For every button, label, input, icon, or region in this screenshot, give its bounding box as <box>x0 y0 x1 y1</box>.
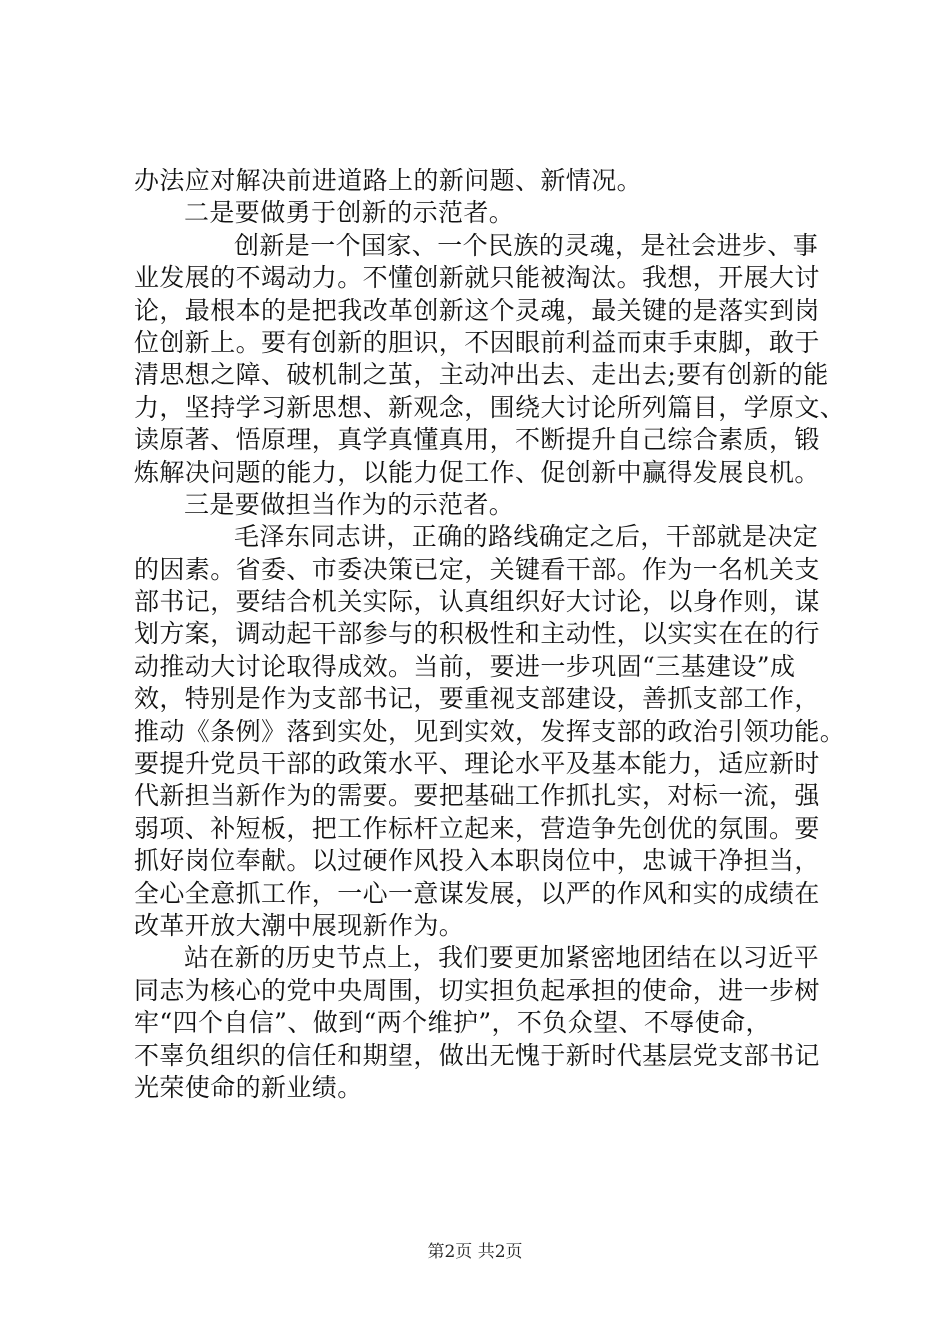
text-line: 办法应对解决前进道路上的新问题、新情况。 <box>134 166 643 195</box>
text-line: 牢“四个自信”、做到“两个维护”，不负众望、不辱使命， <box>134 1008 771 1038</box>
text-line: 效，特别是作为支部书记，要重视支部建设，善抓支部工作， <box>134 684 820 714</box>
text-line: 光荣使命的新业绩。 <box>134 1072 363 1102</box>
page-number-footer: 第2页 共2页 <box>427 1242 523 1262</box>
text-line: 全心全意抓工作，一心一意谋发展，以严的作风和实的成绩在 <box>134 878 820 908</box>
document-body <box>134 165 846 1104</box>
text-line: 要提升党员干部的政策水平、理论水平及基本能力，适应新时 <box>134 749 820 779</box>
text-line: 业发展的不竭动力。不懂创新就只能被淘汰。我想，开展大讨 <box>134 263 820 293</box>
text-line: 毛泽东同志讲，正确的路线确定之后，干部就是决定 <box>234 522 819 552</box>
text-line: 创新是一个国家、一个民族的灵魂，是社会进步、事 <box>234 230 819 260</box>
text-line: 改革开放大潮中展现新作为。 <box>134 910 465 940</box>
text-line: 代新担当新作为的需要。要把基础工作抓扎实，对标一流，强 <box>134 781 820 811</box>
text-line: 不辜负组织的信任和期望，做出无愧于新时代基层党支部书记 <box>134 1040 820 1070</box>
text-line: 推动《条例》落到实处，见到实效，发挥支部的政治引领功能。 <box>134 716 846 746</box>
text-line: 弱项、补短板，把工作标杆立起来，营造争先创优的氛围。要 <box>134 813 820 843</box>
text-line: 站在新的历史节点上，我们要更加紧密地团结在以习近平 <box>184 943 820 973</box>
text-line: 清思想之障、破机制之茧，主动冲出去、走出去;要有创新的能 <box>134 360 829 390</box>
section-heading: 二是要做勇于创新的示范者。 <box>184 198 515 228</box>
text-line: 论，最根本的是把我改革创新这个灵魂，最关键的是落实到岗 <box>134 295 820 325</box>
text-line: 力，坚持学习新思想、新观念，围绕大讨论所列篇目，学原文、 <box>134 392 846 422</box>
text-line: 读原著、悟原理，真学真懂真用，不断提升自己综合素质，锻 <box>134 425 820 455</box>
text-line: 部书记，要结合机关实际，认真组织好大讨论，以身作则，谋 <box>134 587 820 617</box>
text-line: 的因素。省委、市委决策已定，关键看干部。作为一名机关支 <box>134 554 820 584</box>
text-line: 划方案，调动起干部参与的积极性和主动性，以实实在在的行 <box>134 619 820 649</box>
text-line: 抓好岗位奉献。以过硬作风投入本职岗位中，忠诚干净担当， <box>134 846 820 876</box>
text-line: 位创新上。要有创新的胆识，不因眼前利益而束手束脚，敢于 <box>134 327 820 357</box>
section-heading: 三是要做担当作为的示范者。 <box>184 489 515 519</box>
text-line: 动推动大讨论取得成效。当前，要进一步巩固“三基建设”成 <box>134 651 796 681</box>
text-line: 炼解决问题的能力，以能力促工作、促创新中赢得发展良机。 <box>134 457 820 487</box>
text-line: 同志为核心的党中央周围，切实担负起承担的使命，进一步树 <box>134 975 820 1005</box>
